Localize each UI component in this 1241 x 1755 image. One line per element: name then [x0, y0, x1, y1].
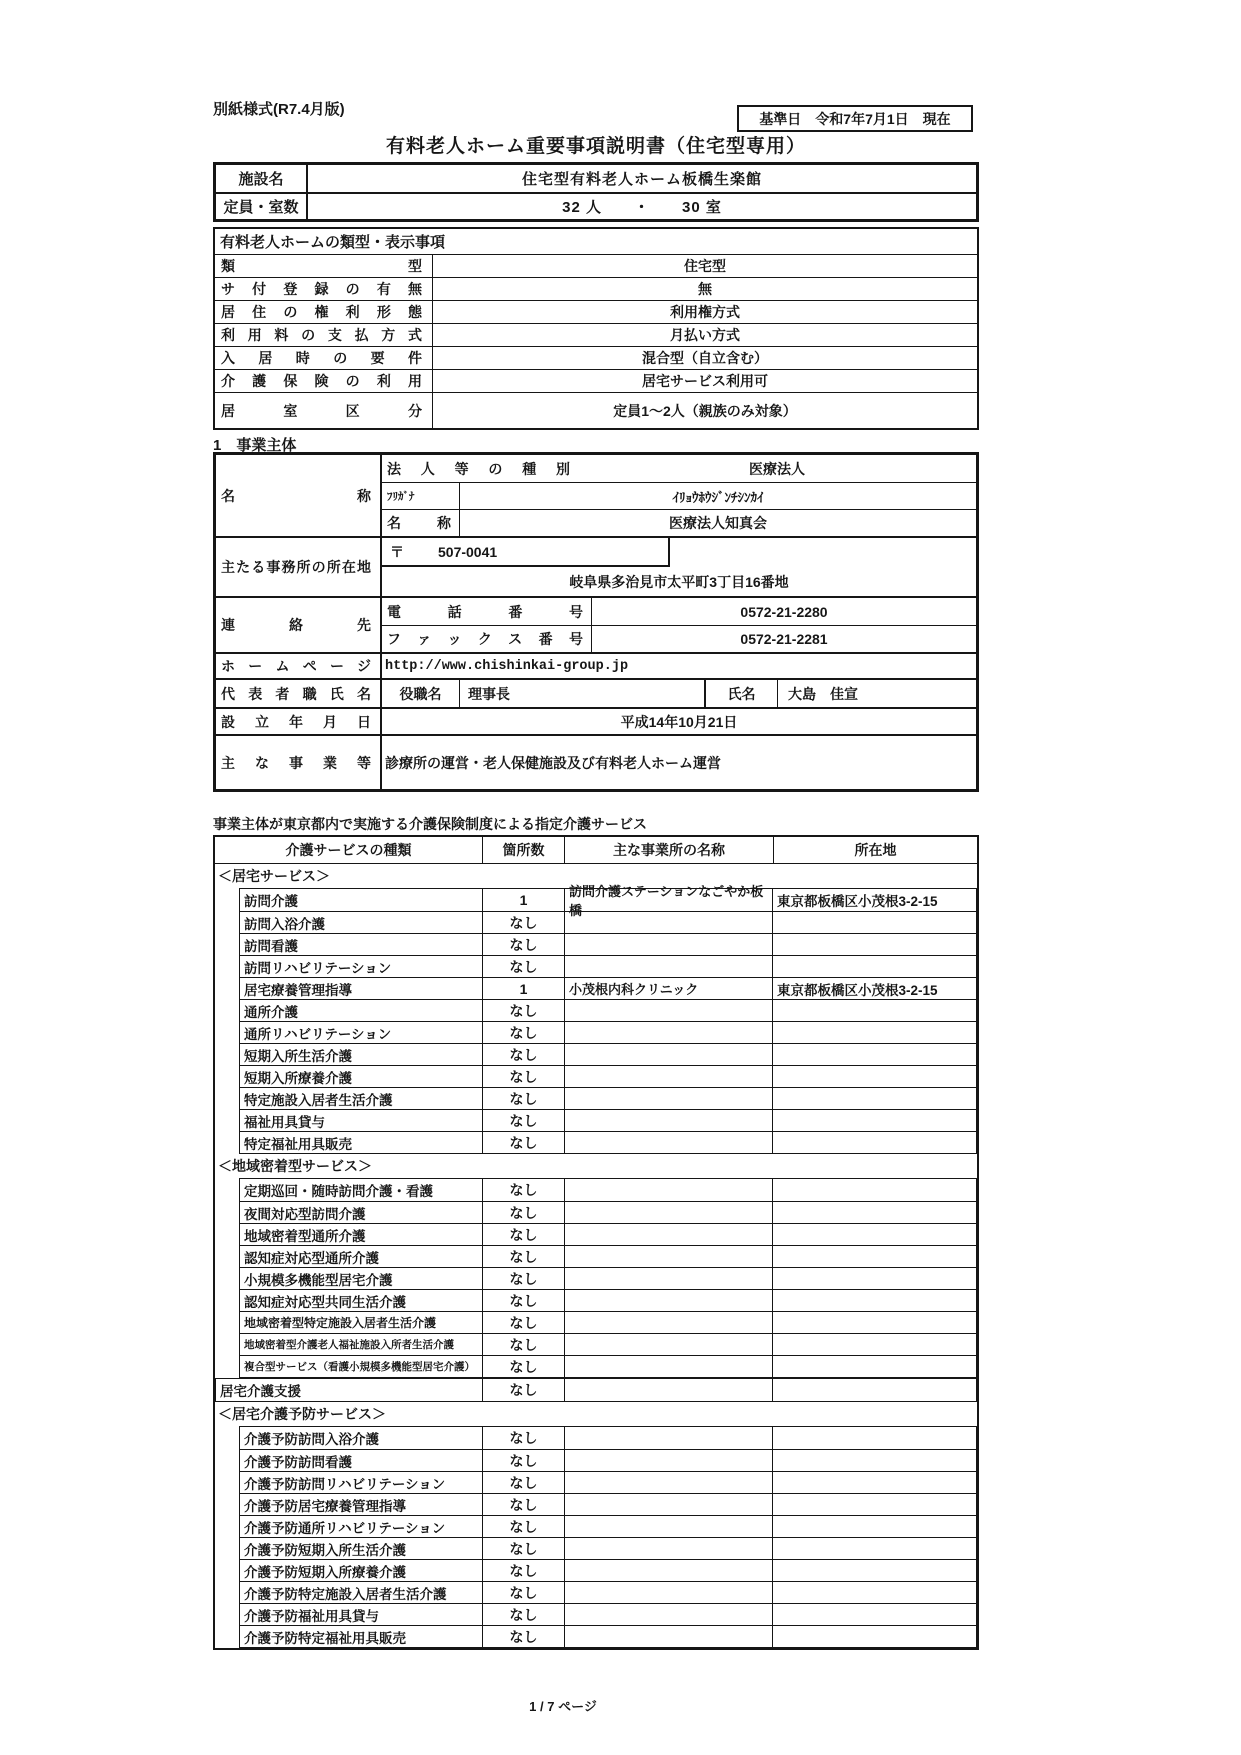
rep-name-value: 大島 佳宣	[788, 685, 858, 702]
service-address	[773, 1179, 976, 1201]
services-header-address: 所在地	[854, 842, 897, 858]
type-row	[215, 300, 977, 323]
service-group	[239, 1178, 977, 1378]
postal-subrow	[382, 538, 976, 567]
service-office: 訪問介護ステーションなごやか板橋	[565, 889, 773, 911]
service-row	[240, 1245, 976, 1267]
service-address	[773, 1290, 976, 1311]
type-row	[215, 392, 977, 428]
service-name: 地域密着型特定施設入居者生活介護	[240, 1312, 483, 1333]
service-office	[565, 934, 773, 955]
head-office-address: 岐阜県多治見市太平町3丁目16番地	[569, 573, 789, 590]
service-address	[773, 1110, 976, 1131]
services-table-body	[215, 864, 977, 1648]
service-row	[240, 977, 976, 999]
page-number: 1 / 7 ページ	[529, 1699, 597, 1714]
tel-subrow	[382, 598, 976, 625]
type-row-label: 入居時の要件	[215, 347, 433, 369]
service-group-title: ＜地域密着型サービス＞	[218, 1158, 372, 1174]
service-count: なし	[483, 1356, 565, 1377]
service-name: 介護予防福祉用具貸与	[240, 1604, 483, 1625]
service-office	[565, 912, 773, 933]
corp-name-row-label: 名称	[216, 455, 382, 536]
service-count: なし	[483, 1088, 565, 1109]
representative-row	[216, 678, 976, 707]
service-row	[240, 1449, 976, 1471]
type-row	[215, 277, 977, 300]
service-office	[565, 1494, 773, 1515]
corp-type-subrow	[382, 455, 976, 482]
service-name: 認知症対応型通所介護	[240, 1246, 483, 1267]
service-row	[240, 1427, 976, 1449]
service-count: なし	[483, 934, 565, 955]
services-header-type: 介護サービスの種類	[215, 837, 483, 863]
service-office	[565, 1356, 773, 1377]
service-row	[240, 1201, 976, 1223]
corp-name-value: 医療法人知真会	[669, 515, 767, 531]
fax-subrow	[382, 625, 976, 652]
service-row	[240, 911, 976, 933]
corp-name-label: 名称	[382, 510, 460, 536]
service-address	[773, 1268, 976, 1289]
service-count: なし	[483, 956, 565, 977]
service-name: 介護予防訪問リハビリテーション	[240, 1472, 483, 1493]
contact-label: 連絡先	[216, 598, 382, 652]
service-name: 訪問看護	[240, 934, 483, 955]
service-address	[773, 956, 976, 977]
services-table-header	[215, 837, 977, 864]
representative-label: 代表者職氏名	[216, 680, 382, 707]
type-row-value: 混合型（自立含む）	[642, 350, 768, 366]
service-count: 1	[483, 889, 565, 911]
service-group-title: ＜居宅介護予防サービス＞	[218, 1406, 386, 1422]
service-name: 夜間対応型訪問介護	[240, 1202, 483, 1223]
service-count: なし	[483, 1044, 565, 1065]
service-address	[773, 1224, 976, 1245]
corp-type-value: 医療法人	[749, 460, 805, 477]
service-address	[773, 1088, 976, 1109]
service-row	[216, 1379, 976, 1401]
service-row	[240, 1087, 976, 1109]
service-group	[215, 1378, 977, 1402]
service-office	[565, 1516, 773, 1537]
rep-title-value: 理事長	[460, 680, 706, 707]
service-count: なし	[483, 1604, 565, 1625]
service-name: 小規模多機能型居宅介護	[240, 1268, 483, 1289]
service-count: なし	[483, 1179, 565, 1201]
services-header-office: 主な事業所の名称	[565, 837, 774, 863]
service-address	[773, 1450, 976, 1471]
service-address	[773, 1626, 976, 1647]
service-count: なし	[483, 1268, 565, 1289]
service-address	[773, 1000, 976, 1021]
type-row-value: 無	[698, 281, 712, 297]
service-row	[240, 1493, 976, 1515]
service-office	[565, 1626, 773, 1647]
postal-box	[382, 538, 670, 567]
service-name: 訪問入浴介護	[240, 912, 483, 933]
service-row	[240, 1537, 976, 1559]
service-row	[240, 1355, 976, 1377]
type-row	[215, 254, 977, 277]
service-row	[240, 933, 976, 955]
service-name: 介護予防通所リハビリテーション	[240, 1516, 483, 1537]
homepage-row	[216, 652, 976, 678]
service-address	[773, 912, 976, 933]
service-address	[773, 1202, 976, 1223]
rep-name-label: 氏名	[706, 680, 778, 707]
service-name: 認知症対応型共同生活介護	[240, 1290, 483, 1311]
service-name: 地域密着型通所介護	[240, 1224, 483, 1245]
type-row-value: 月払い方式	[670, 327, 740, 343]
service-office	[565, 1088, 773, 1109]
service-office	[565, 1066, 773, 1087]
service-address	[773, 934, 976, 955]
facility-capacity-value: 32 人 ・ 30 室	[562, 199, 722, 216]
service-name: 介護予防特定福祉用具販売	[240, 1626, 483, 1647]
service-office	[565, 1334, 773, 1355]
type-row-value: 利用権方式	[670, 304, 740, 320]
service-count: なし	[483, 1379, 565, 1401]
service-row	[240, 1559, 976, 1581]
business-table	[213, 452, 979, 792]
service-count: なし	[483, 1582, 565, 1603]
service-address	[773, 1066, 976, 1087]
service-office	[565, 1224, 773, 1245]
service-office	[565, 1312, 773, 1333]
service-address: 東京都板橋区小茂根3-2-15	[777, 894, 938, 909]
service-name: 通所リハビリテーション	[240, 1022, 483, 1043]
service-name: 介護予防訪問入浴介護	[240, 1427, 483, 1449]
service-count: なし	[483, 1110, 565, 1131]
service-row	[240, 955, 976, 977]
service-office	[565, 1450, 773, 1471]
service-address: 東京都板橋区小茂根3-2-15	[777, 982, 938, 998]
furigana-value: ｲﾘｮｳﾎｳｼﾞﾝﾁｼﾝｶｲ	[672, 489, 764, 505]
service-count: なし	[483, 1246, 565, 1267]
service-address	[773, 1044, 976, 1065]
service-count: なし	[483, 1000, 565, 1021]
home-type-table	[213, 227, 979, 430]
homepage-url: http://www.chishinkai-group.jp	[385, 658, 629, 674]
established-label: 設立年月日	[216, 709, 382, 734]
service-office	[565, 956, 773, 977]
type-row	[215, 346, 977, 369]
service-office: 小茂根内科クリニック	[565, 978, 773, 999]
service-row	[240, 1515, 976, 1537]
service-count: なし	[483, 1626, 565, 1647]
service-address	[773, 1604, 976, 1625]
service-count: なし	[483, 1022, 565, 1043]
postal-mark: 〒	[390, 543, 404, 560]
service-count: なし	[483, 1494, 565, 1515]
service-address	[773, 1516, 976, 1537]
service-name: 地域密着型介護老人福祉施設入所者生活介護	[240, 1334, 483, 1355]
established-value: 平成14年10月21日	[620, 713, 738, 730]
service-office	[565, 1132, 773, 1153]
type-row-label: 利用料の支払方式	[215, 324, 433, 346]
service-name: 介護予防居宅療養管理指導	[240, 1494, 483, 1515]
service-row	[240, 1109, 976, 1131]
corp-name-subrow	[382, 509, 976, 536]
service-name: 居宅介護支援	[216, 1379, 483, 1401]
service-office	[565, 1379, 773, 1401]
main-business-row	[216, 734, 976, 789]
service-row	[240, 1021, 976, 1043]
service-address	[773, 1356, 976, 1377]
service-row	[240, 1131, 976, 1153]
home-type-table-title: 有料老人ホームの類型・表示事項	[220, 234, 446, 251]
service-address	[773, 1312, 976, 1333]
service-address	[773, 1494, 976, 1515]
service-office	[565, 1560, 773, 1581]
service-name: 訪問リハビリテーション	[240, 956, 483, 977]
service-row	[240, 999, 976, 1021]
facility-name-value: 住宅型有料老人ホーム板橋生楽館	[521, 171, 762, 188]
service-row	[240, 1179, 976, 1201]
service-name: 介護予防特定施設入居者生活介護	[240, 1582, 483, 1603]
main-business-value: 診療所の運営・老人保健施設及び有料老人ホーム運営	[385, 754, 721, 771]
service-office	[565, 1202, 773, 1223]
service-address	[773, 1022, 976, 1043]
head-office-label: 主たる事務所の所在地	[216, 538, 382, 596]
service-office	[565, 1538, 773, 1559]
service-row	[240, 1043, 976, 1065]
service-name: 居宅療養管理指導	[240, 978, 483, 999]
service-row	[240, 1625, 976, 1647]
service-office	[565, 1246, 773, 1267]
service-address	[773, 1246, 976, 1267]
services-header-count: 箇所数	[483, 837, 565, 863]
service-count: なし	[483, 1516, 565, 1537]
service-address	[773, 1334, 976, 1355]
main-business-label: 主な事業等	[216, 736, 382, 789]
facility-table	[213, 162, 979, 222]
service-address	[773, 1132, 976, 1153]
service-name: 介護予防短期入所生活介護	[240, 1538, 483, 1559]
service-name: 特定福祉用具販売	[240, 1132, 483, 1153]
service-name: 介護予防訪問看護	[240, 1450, 483, 1471]
service-count: なし	[483, 1334, 565, 1355]
furigana-label: ﾌﾘｶﾞﾅ	[382, 483, 460, 509]
services-table	[213, 835, 979, 1650]
rep-title-label: 役職名	[382, 680, 460, 707]
service-row	[240, 1471, 976, 1493]
form-version-note: 別紙様式(R7.4月版)	[213, 101, 345, 118]
service-office	[565, 1290, 773, 1311]
service-row	[240, 1603, 976, 1625]
service-office	[565, 1268, 773, 1289]
service-count: なし	[483, 912, 565, 933]
home-type-table-rows	[215, 254, 977, 428]
service-office	[565, 1472, 773, 1493]
service-row	[240, 884, 976, 918]
service-office	[565, 1110, 773, 1131]
service-address	[773, 1379, 976, 1401]
service-row	[240, 1289, 976, 1311]
type-row-label: 介護保険の利用	[215, 370, 433, 392]
type-row	[215, 323, 977, 346]
service-name: 複合型サービス（看護小規模多機能型居宅介護）	[240, 1356, 483, 1377]
service-count: なし	[483, 1290, 565, 1311]
service-address	[773, 1472, 976, 1493]
corp-name-row	[216, 455, 976, 536]
fax-label: ファックス番号	[382, 626, 592, 652]
facility-name-row	[216, 165, 976, 192]
service-count: なし	[483, 1427, 565, 1449]
service-name: 通所介護	[240, 1000, 483, 1021]
service-address	[773, 1538, 976, 1559]
service-group	[239, 884, 977, 1154]
type-row-label: サ付登録の有無	[215, 278, 433, 300]
type-row-label: 類型	[215, 255, 433, 277]
service-row	[240, 1065, 976, 1087]
business-section-title: 1 事業主体	[213, 437, 297, 454]
service-office	[565, 1427, 773, 1449]
head-office-row	[216, 536, 976, 596]
service-office	[565, 1022, 773, 1043]
tel-label: 電話番号	[382, 598, 592, 625]
contact-row	[216, 596, 976, 652]
service-count: なし	[483, 1066, 565, 1087]
service-office	[565, 1179, 773, 1201]
corp-type-label: 法人等の種別	[387, 460, 570, 477]
base-date-box	[737, 105, 973, 132]
facility-capacity-row	[216, 192, 976, 219]
service-name: 福祉用具貸与	[240, 1110, 483, 1131]
service-office	[565, 1582, 773, 1603]
document-title: 有料老人ホーム重要事項説明書（住宅型専用）	[385, 136, 806, 157]
service-office	[565, 1044, 773, 1065]
service-row	[240, 1581, 976, 1603]
established-row	[216, 707, 976, 734]
service-name: 介護予防短期入所療養介護	[240, 1560, 483, 1581]
type-row-label: 居住の権利形態	[215, 301, 433, 323]
service-count: なし	[483, 1450, 565, 1471]
service-count: なし	[483, 1224, 565, 1245]
type-row-value: 住宅型	[684, 258, 726, 274]
postal-code: 507-0041	[438, 543, 498, 560]
service-row	[240, 1333, 976, 1355]
service-row	[240, 1223, 976, 1245]
service-count: なし	[483, 1472, 565, 1493]
services-caption: 事業主体が東京都内で実施する介護保険制度による指定介護サービス	[213, 816, 647, 832]
service-address	[773, 1427, 976, 1449]
service-count: 1	[483, 978, 565, 999]
base-date-label: 基準日	[759, 110, 802, 127]
service-address	[773, 1560, 976, 1581]
service-group	[239, 1426, 977, 1648]
service-count: なし	[483, 1538, 565, 1559]
service-office	[565, 1000, 773, 1021]
service-name: 訪問介護	[240, 889, 483, 911]
tel-value: 0572-21-2280	[740, 603, 828, 620]
facility-capacity-label: 定員・室数	[216, 194, 308, 219]
service-office	[565, 1604, 773, 1625]
service-address	[773, 1582, 976, 1603]
facility-name-label: 施設名	[216, 165, 308, 192]
service-count: なし	[483, 1132, 565, 1153]
base-date-suffix: 現在	[922, 110, 951, 127]
homepage-label: ホームページ	[216, 654, 382, 678]
service-row	[240, 1267, 976, 1289]
service-count: なし	[483, 1202, 565, 1223]
service-name: 短期入所生活介護	[240, 1044, 483, 1065]
service-group-title: ＜居宅サービス＞	[218, 868, 330, 884]
type-row	[215, 369, 977, 392]
service-count: なし	[483, 1312, 565, 1333]
type-row-value: 居宅サービス利用可	[642, 373, 768, 389]
service-row	[240, 1311, 976, 1333]
fax-value: 0572-21-2281	[740, 631, 828, 647]
base-date-value: 令和7年7月1日	[815, 110, 909, 127]
service-count: なし	[483, 1560, 565, 1581]
service-name: 定期巡回・随時訪問介護・看護	[240, 1179, 483, 1201]
furigana-subrow	[382, 482, 976, 509]
service-name: 特定施設入居者生活介護	[240, 1088, 483, 1109]
type-row-value: 定員1～2人（親族のみ対象）	[613, 402, 797, 419]
type-row-label: 居室区分	[215, 393, 433, 428]
service-name: 短期入所療養介護	[240, 1066, 483, 1087]
